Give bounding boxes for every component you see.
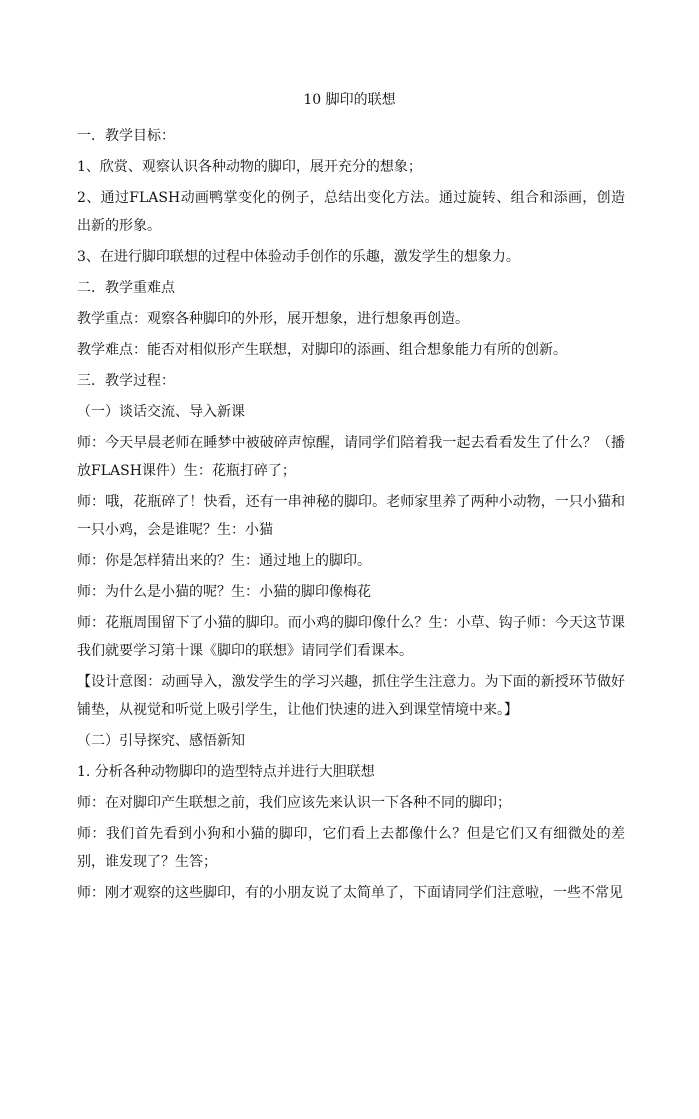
dialogue-paragraph: 师：刚才观察的这些脚印，有的小朋友说了太简单了，下面请同学们注意啦，一些不常见 [77, 885, 623, 901]
dialogue-paragraph: 师：我们首先看到小狗和小猫的脚印，它们看上去都像什么？但是它们又有细微处的差别，谁发现了？生答； [77, 826, 625, 870]
document-body [77, 122, 625, 910]
subsection-heading-introduction: （一）谈话交流、导入新课 [77, 404, 245, 420]
step-heading: 1. 分析各种动物脚印的造型特点并进行大胆联想 [77, 764, 375, 780]
dialogue-paragraph: 师：为什么是小猫的呢？生：小猫的脚印像梅花 [77, 584, 371, 600]
design-intent-note: 【设计意图：动画导入，激发学生的学习兴趣，抓住学生注意力。为下面的新授环节做好铺垫，从视觉和听觉上吸引学生，让他们快速的进入到课堂情境中来。】 [77, 674, 625, 718]
section-heading-objectives: 一．教学目标： [77, 128, 175, 144]
dialogue-paragraph: 师：在对脚印产生联想之前，我们应该先来认识一下各种不同的脚印； [77, 795, 511, 811]
objective-3: 3、在进行脚印联想的过程中体验动手创作的乐趣，激发学生的想象力。 [77, 249, 520, 265]
dialogue-paragraph: 师：哦，花瓶碎了！快看，还有一串神秘的脚印。老师家里养了两种小动物，一只小猫和一只小鸡，会是谁呢？生：小猫 [77, 494, 625, 538]
difficult-point: 教学难点：能否对相似形产生联想，对脚印的添画、组合想象能力有所的创新。 [77, 342, 567, 358]
subsection-heading-exploration: （二）引导探究、感悟新知 [77, 733, 245, 749]
document-title: 10 脚印的联想 [303, 92, 396, 108]
objective-1: 1、欣赏、观察认识各种动物的脚印，展开充分的想象； [77, 159, 422, 175]
key-point: 教学重点：观察各种脚印的外形，展开想象，进行想象再创造。 [77, 311, 469, 327]
objective-2: 2、通过FLASH动画鸭掌变化的例子，总结出变化方法。通过旋转、组合和添画，创造出新的形象。 [77, 190, 625, 234]
section-heading-key-points: 二．教学重难点 [77, 280, 175, 296]
dialogue-paragraph: 师：今天早晨老师在睡梦中被破碎声惊醒，请同学们陪着我一起去看看发生了什么？（播放FLASH课件）生：花瓶打碎了； [77, 435, 625, 479]
dialogue-paragraph: 师：花瓶周围留下了小猫的脚印。而小鸡的脚印像什么？生：小草、钩子师：今天这节课我们就要学习第十课《脚印的联想》请同学们看课本。 [77, 615, 625, 659]
dialogue-paragraph: 师：你是怎样猜出来的？生：通过地上的脚印。 [77, 553, 371, 569]
section-heading-process: 三．教学过程： [77, 373, 175, 389]
